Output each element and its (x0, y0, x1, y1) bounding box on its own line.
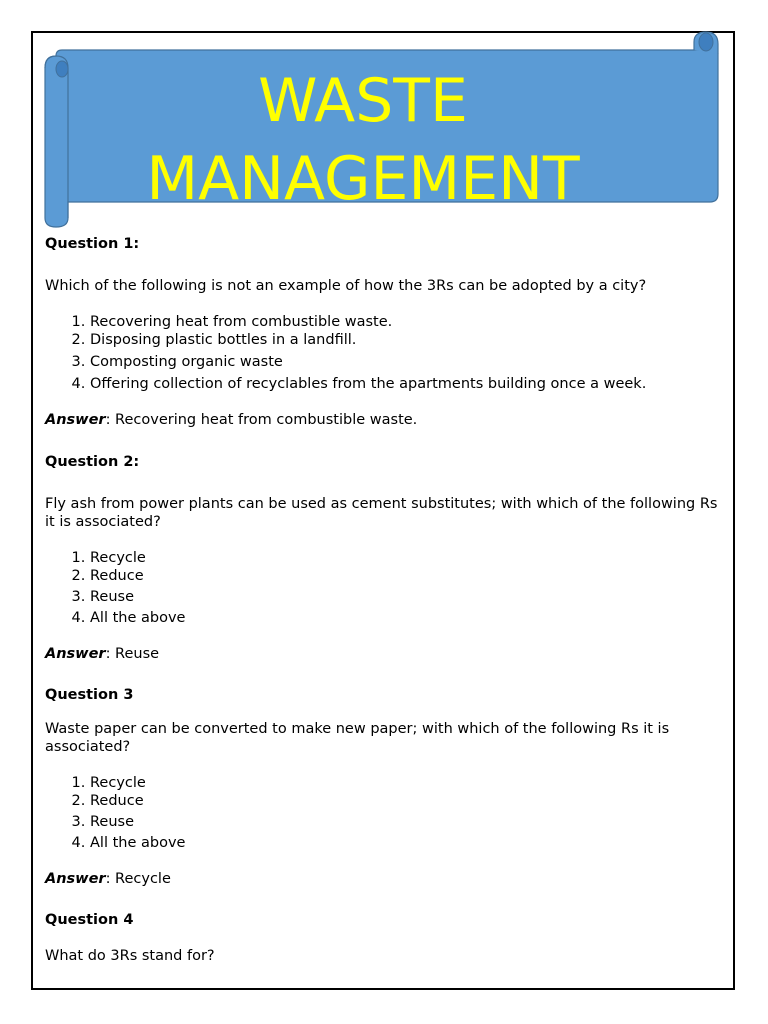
question-1-heading: Question 1: (45, 236, 140, 252)
option: 3. Composting organic waste (90, 353, 725, 371)
question-1-options (45, 313, 725, 393)
option: 2. Reduce (90, 792, 725, 810)
question-3-answer (45, 870, 725, 888)
answer-label: Answer (45, 871, 106, 887)
question-1-text: Which of the following is not an example of how the 3Rs can be adopted by a city? (45, 278, 647, 294)
question-4-text: What do 3Rs stand for? (45, 948, 215, 964)
question-2-text: Fly ash from power plants can be used as cement substitutes; with which of the following Rs it is associated? (45, 496, 718, 530)
option: 2. Reduce (90, 567, 725, 585)
answer-label: Answer (45, 412, 106, 428)
option: 4. Offering collection of recyclables from the apartments building once a week. (90, 375, 725, 393)
option: 4. All the above (90, 609, 725, 627)
question-3-options (45, 774, 725, 852)
option: 3. Reuse (90, 813, 725, 831)
option: 1. Recycle (90, 774, 725, 792)
question-2-answer (45, 645, 725, 663)
banner-title-line-1: WASTE (258, 66, 468, 136)
option: 1. Recovering heat from combustible waste. (90, 313, 725, 331)
scroll-right-roll (699, 33, 713, 51)
option: 4. All the above (90, 834, 725, 852)
question-3-text: Waste paper can be converted to make new paper; with which of the following Rs it is associated? (45, 721, 670, 755)
answer-text: : Reuse (105, 646, 160, 662)
question-1-answer (45, 411, 725, 429)
option: 3. Reuse (90, 588, 725, 606)
banner-title (68, 62, 658, 218)
option: 1. Recycle (90, 549, 725, 567)
document-body (45, 235, 725, 965)
answer-label: Answer (45, 646, 106, 662)
option: 2. Disposing plastic bottles in a landfill. (90, 331, 725, 349)
answer-text: : Recycle (105, 871, 171, 887)
question-2-options (45, 549, 725, 627)
question-3-heading: Question 3 (45, 687, 134, 703)
answer-text: : Recovering heat from combustible waste. (105, 412, 418, 428)
question-2-heading: Question 2: (45, 454, 140, 470)
scroll-left-roll (56, 61, 68, 77)
question-4-heading: Question 4 (45, 912, 134, 928)
banner-title-line-2: MANAGEMENT (146, 144, 580, 214)
